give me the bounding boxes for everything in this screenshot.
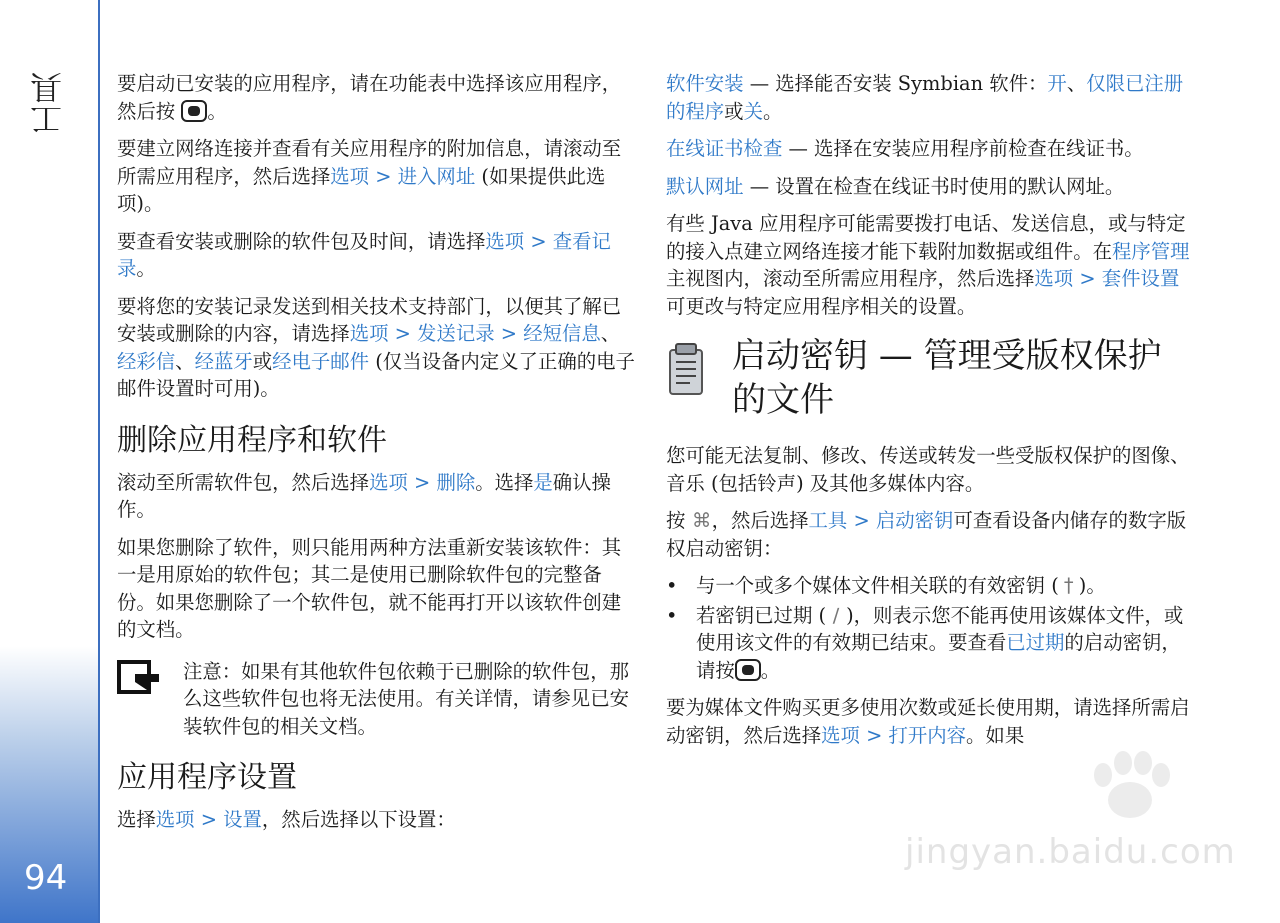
link-options[interactable]: 选项 [349,322,389,345]
link-yes[interactable]: 是 [533,470,553,494]
link-expired[interactable]: 已过期 [1006,631,1065,654]
link-options[interactable]: 选项 [155,808,195,831]
link-software-install[interactable]: 软件安装 [666,72,744,95]
selection-key-icon [735,659,761,681]
link-options[interactable]: 选项 [1034,267,1074,290]
link-activation-keys[interactable]: 启动密钥 [875,509,954,532]
link-open-content[interactable]: 打开内容 [888,723,967,747]
note-block [117,658,637,741]
expired-key-icon: ∕ [832,603,840,627]
link-settings[interactable]: 设置 [223,808,262,831]
paragraph-view-keys: 按 ⌘，然后选择工具 > 启动密钥可查看设备内储存的数字版权启动密钥： [666,509,1187,560]
option-off[interactable]: 关 [743,99,763,123]
paragraph-launch-app: 要启动已安装的应用程序，请在功能表中选择该应用程序，然后按 。 [117,72,622,123]
paragraph-delete-steps: 滚动至所需软件包，然后选择选项 > 删除。选择是确认操作。 [117,470,611,521]
valid-key-icon: † [1063,574,1074,597]
link-delete[interactable]: 删除 [436,470,476,494]
paragraph-buy-more: 要为媒体文件购买更多使用次数或延长使用期，请选择所需启动密钥，然后选择选项 > 打开内容。如果 [666,696,1190,747]
link-send-log[interactable]: 发送记录 [417,322,495,345]
setting-online-cert-check: 在线证书检查 — 选择在安装应用程序前检查在线证书。 [666,137,1144,160]
heading-activation-keys: 启动密钥 — 管理受版权保护的文件 [732,336,1162,420]
link-suite-settings[interactable]: 套件设置 [1101,267,1180,290]
link-default-address[interactable]: 默认网址 [666,174,744,198]
link-via-message[interactable]: 经短信息 [523,322,601,345]
paragraph-settings-steps: 选择选项 > 设置，然后选择以下设置： [117,808,456,831]
selection-key-icon [181,100,207,122]
link-options[interactable]: 选项 [485,229,525,253]
paragraph-send-log: 要将您的安装记录发送到相关技术支持部门，以便其了解已安装或删除的内容，请选择选项 > 发送记录 > 经短信息、经彩信、经蓝牙或经电子邮件 (仅当设备内定义了正确的电子邮件设置时可用)。 [117,294,635,400]
key-status-list [666,572,1191,684]
heading-delete-apps: 删除应用程序和软件 [117,422,387,458]
link-options[interactable]: 选项 [330,164,370,188]
paragraph-java-settings: 有些 Java 应用程序可能需要拨打电话、发送信息，或与特定的接入点建立网络连接才能下载附加数据或组件。在程序管理主视图内，滚动至所需应用程序，然后选择选项 > 套件设置可更改与特定应用程序相关的设置。 [666,212,1190,318]
link-app-manager[interactable]: 程序管理 [1111,239,1190,263]
paragraph-web-address: 要建立网络连接并查看有关应用程序的附加信息，请滚动至所需应用程序，然后选择选项 > 进入网址 (如果提供此选项)。 [117,137,622,215]
paragraph-copyright: 您可能无法复制、修改、传送或转发一些受版权保护的图像、音乐 (包括铃声) 及其他多媒体内容。 [666,444,1190,495]
list-item: • 若密钥已过期 ( ∕ )，则表示您不能再使用该媒体文件，或使用该文件的有效期已结束。要查看已过期的启动密钥，请按 。 [666,602,1191,685]
list-item: • 与一个或多个媒体文件相关联的有效密钥 ( † )。 [666,572,1191,600]
link-online-cert-check[interactable]: 在线证书检查 [666,137,783,160]
sidebar [0,0,98,923]
option-on[interactable]: 开 [1047,72,1067,95]
setting-default-address: 默认网址 — 设置在检查在线证书时使用的默认网址。 [666,174,1125,198]
menu-key-icon: ⌘ [691,509,712,532]
link-options[interactable]: 选项 [369,470,408,494]
note-icon [117,660,161,694]
link-options[interactable]: 选项 [821,723,860,747]
page-number: 94 [24,858,68,898]
sidebar-divider [98,0,100,923]
heading-app-settings: 应用程序设置 [117,760,297,795]
link-goto-address[interactable]: 进入网址 [397,164,476,188]
chapter-label: 工具 [29,72,67,136]
link-view-log[interactable]: 查看记录 [117,229,611,280]
setting-software-install: 软件安装 — 选择能否安装 Symbian 软件：开、仅限已注册的程序或关。 [666,72,1184,123]
link-via-email[interactable]: 经电子邮件 [272,349,370,373]
paragraph-view-log: 要查看安装或删除的软件包及时间，请选择选项 > 查看记录。 [117,229,611,280]
right-column [666,70,1191,759]
note-text: 注意：如果有其他软件包依赖于已删除的软件包，那么这些软件包也将无法使用。有关详情，请参见已安装软件包的相关文档。 [183,659,629,738]
link-via-mms[interactable]: 经彩信 [117,349,176,373]
link-via-bluetooth[interactable]: 经蓝牙 [194,349,253,373]
link-tools[interactable]: 工具 [808,509,848,532]
paragraph-reinstall: 如果您删除了软件，则只能用两种方法重新安装该软件：其一是用原始的软件包；其二是使用已删除软件包的完整备份。如果您删除了一个软件包，就不能再打开以该软件创建的文档。 [117,535,622,641]
watermark-text: jingyan.baidu.com [905,832,1236,872]
document-icon [666,342,710,398]
left-column [117,70,637,844]
section-activation-keys [666,334,1191,422]
watermark-paw-logo [1075,745,1185,825]
option-signed-only[interactable]: 仅限已注册的程序 [666,72,1184,123]
